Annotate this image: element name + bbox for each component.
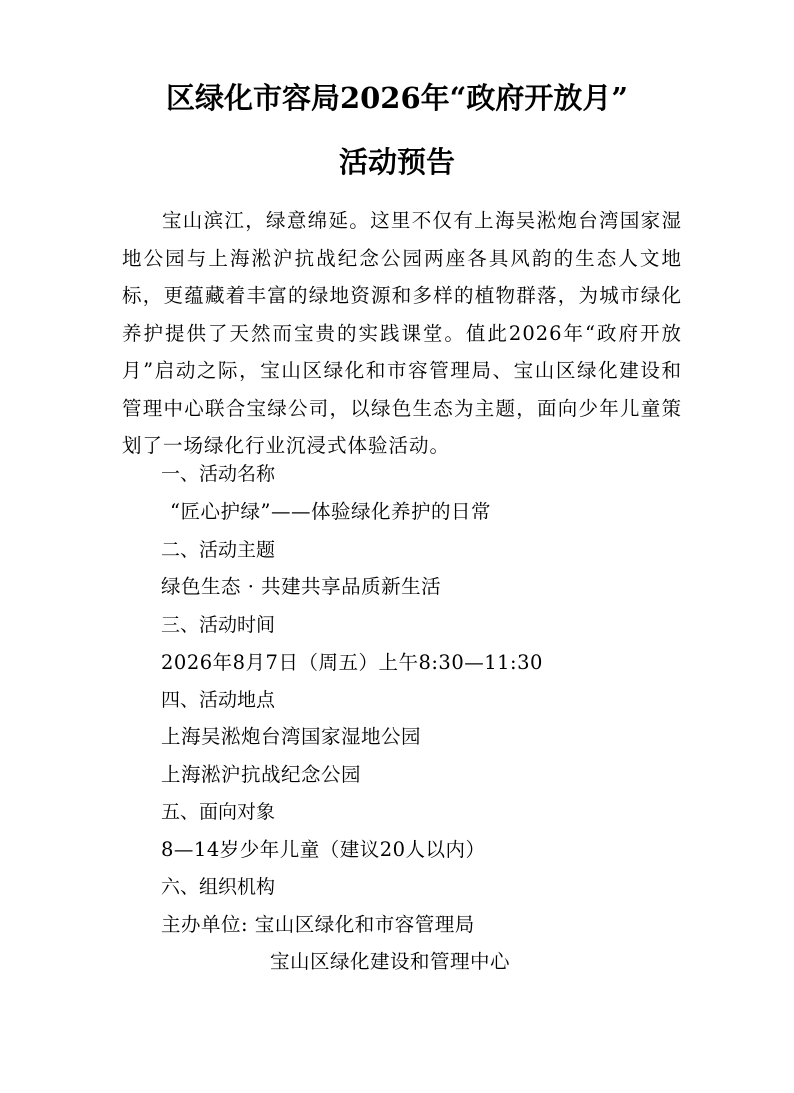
activity-theme-value: 绿色生态 · 共建共享品质新生活: [161, 575, 442, 598]
section-heading-activity-location: 四、活动地点: [161, 689, 276, 711]
section-heading-activity-theme: 二、活动主题: [161, 539, 276, 561]
intro-paragraph: 宝山滨江，绿意绵延。这里不仅有上海吴淞炮台湾国家湿地公园与上海淞沪抗战纪念公园两座各具风韵的生态人文地标，更蕴藏着丰富的绿地资源和多样的植物群落，为城市绿化养护提供了天然而宝贵的实践课堂。值此2026年“政府开放月”启动之际，宝山区绿化和市容管理局、宝山区绿化建设和管理中心联合宝绿公司，以绿色生态为主题，面向少年儿童策划了一场绿化行业沉浸式体验活动。: [122, 209, 682, 457]
activity-location-value-2: 上海淞沪抗战纪念公园: [161, 763, 362, 786]
activity-name-value: “匠心护绿”——体验绿化养护的日常: [170, 500, 491, 523]
activity-location-value-1: 上海吴淞炮台湾国家湿地公园: [161, 725, 422, 748]
section-heading-organizers: 六、组织机构: [161, 876, 276, 898]
section-heading-activity-name: 一、活动名称: [161, 463, 276, 485]
section-heading-target-audience: 五、面向对象: [161, 801, 276, 823]
document-title-line-1: 区绿化市容局2026年“政府开放月”: [165, 81, 629, 115]
section-heading-activity-time: 三、活动时间: [161, 614, 276, 636]
organizer-line-1: 主办单位: 宝山区绿化和市容管理局: [161, 913, 475, 936]
activity-time-value: 2026年8月7日（周五）上午8:30—11:30: [161, 651, 543, 674]
target-audience-value: 8—14岁少年儿童（建议20人以内）: [161, 838, 486, 861]
organizer-line-2: 宝山区绿化建设和管理中心: [270, 950, 511, 973]
document-title-line-2: 活动预告: [338, 145, 455, 179]
